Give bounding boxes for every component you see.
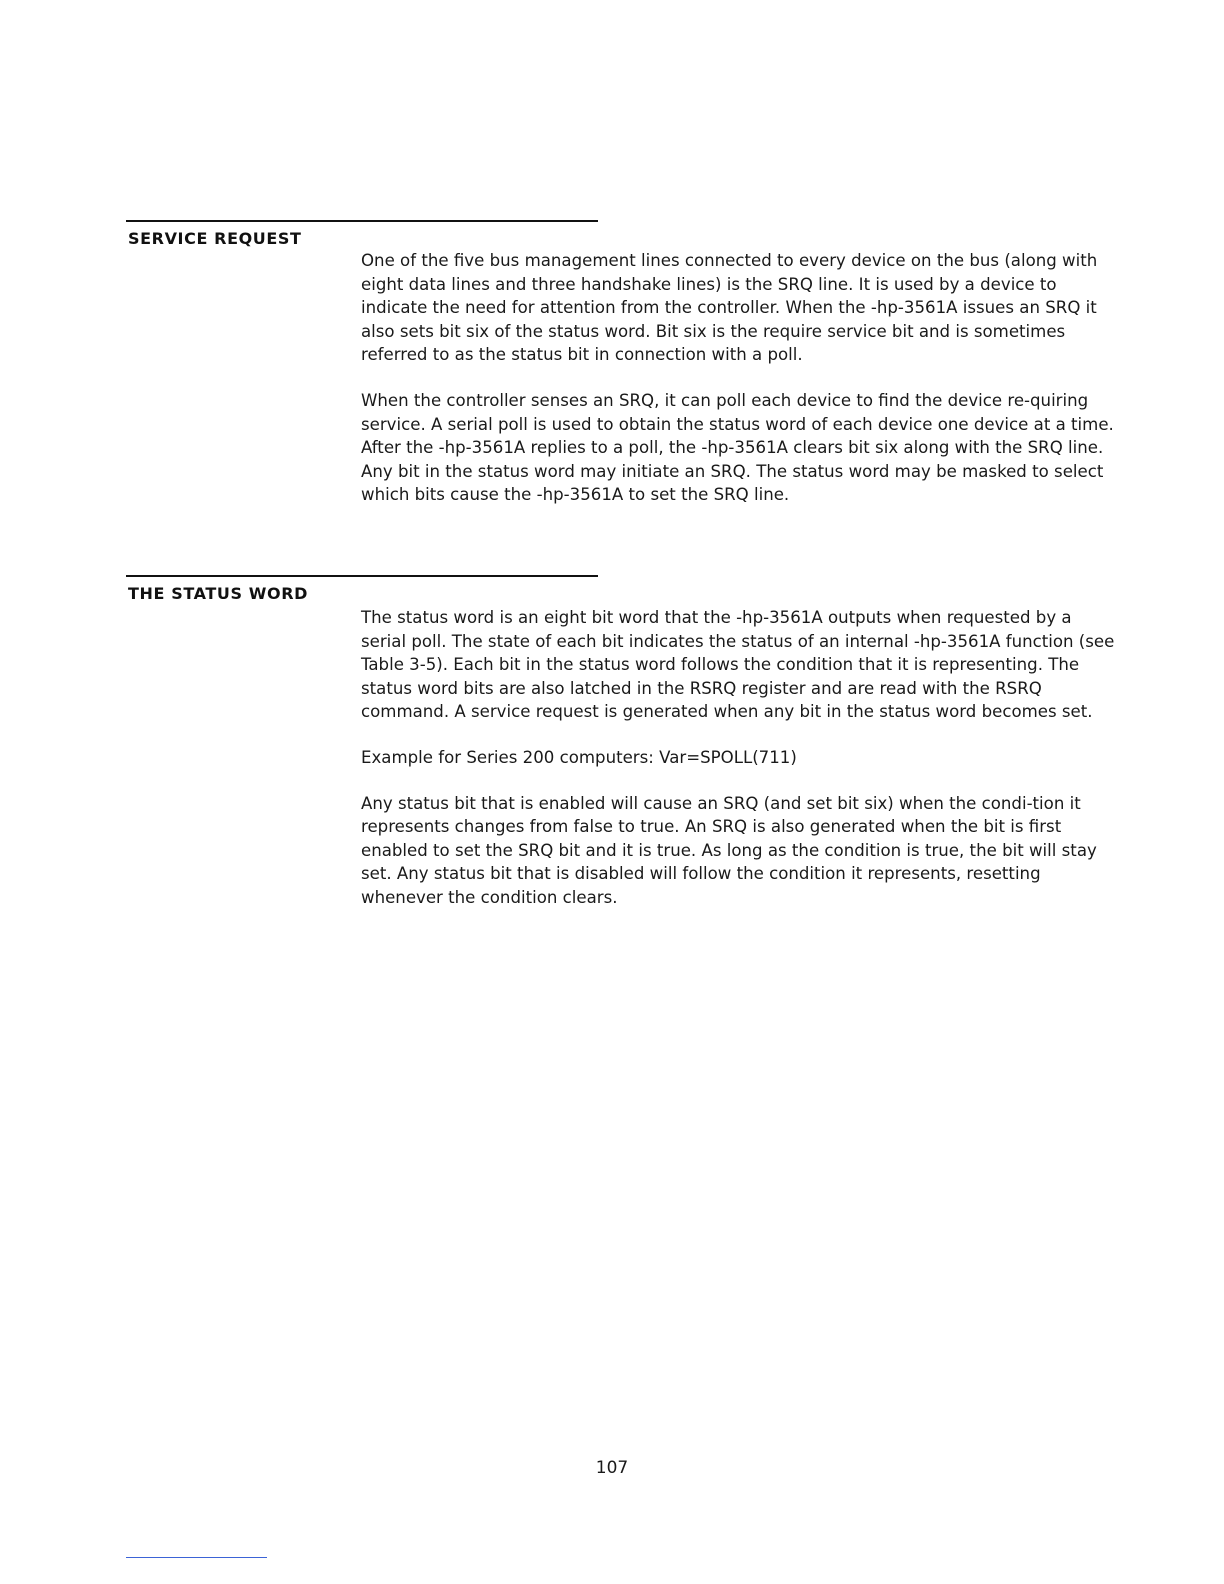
section-heading-status-word: THE STATUS WORD — [128, 584, 308, 603]
section-body-status-word — [361, 606, 1117, 932]
paragraph: When the controller senses an SRQ, it can poll each device to find the device re-quiring service. A serial poll is used to obtain the status word of each device one device at a time. After the -hp-3561A replies to a poll, the -hp-3561A clears bit six along with the SRQ line. Any bit in the status word may initiate an SRQ. The status word may be masked to select which bits cause the -hp-3561A to set the SRQ line. — [361, 390, 1114, 505]
page-number: 107 — [595, 1458, 629, 1478]
section-heading-service-request: SERVICE REQUEST — [128, 229, 302, 248]
section-body-service-request — [361, 249, 1117, 529]
section-divider — [126, 220, 598, 222]
paragraph: Example for Series 200 computers: Var=SPOLL(711) — [361, 747, 797, 767]
footer-link-underline — [126, 1557, 267, 1558]
paragraph: Any status bit that is enabled will cause an SRQ (and set bit six) when the condi-tion it represents changes from false to true. An SRQ is also generated when the bit is first enabled to set the SRQ bit and it is true. As long as the condition is true, the bit will stay set. Any status bit that is disabled will follow the condition it represents, resetting whenever the condition clears. — [361, 793, 1097, 907]
paragraph: One of the five bus management lines connected to every device on the bus (along with eight data lines and three handshake lines) is the SRQ line. It is used by a device to indicate the need for attention from the controller. When the -hp-3561A issues an SRQ it also sets bit six of the status word. Bit six is the require service bit and is sometimes referred to as the status bit in connection with a poll. — [361, 251, 1098, 365]
paragraph: The status word is an eight bit word that the -hp-3561A outputs when requested by a serial poll. The state of each bit indicates the status of an internal -hp-3561A function (see Table 3-5). Each bit in the status word follows the condition that it is representing. The status word bits are also latched in the RSRQ register and are read with the RSRQ command. A service request is generated when any bit in the status word becomes set. — [361, 608, 1115, 722]
section-divider — [126, 575, 598, 577]
